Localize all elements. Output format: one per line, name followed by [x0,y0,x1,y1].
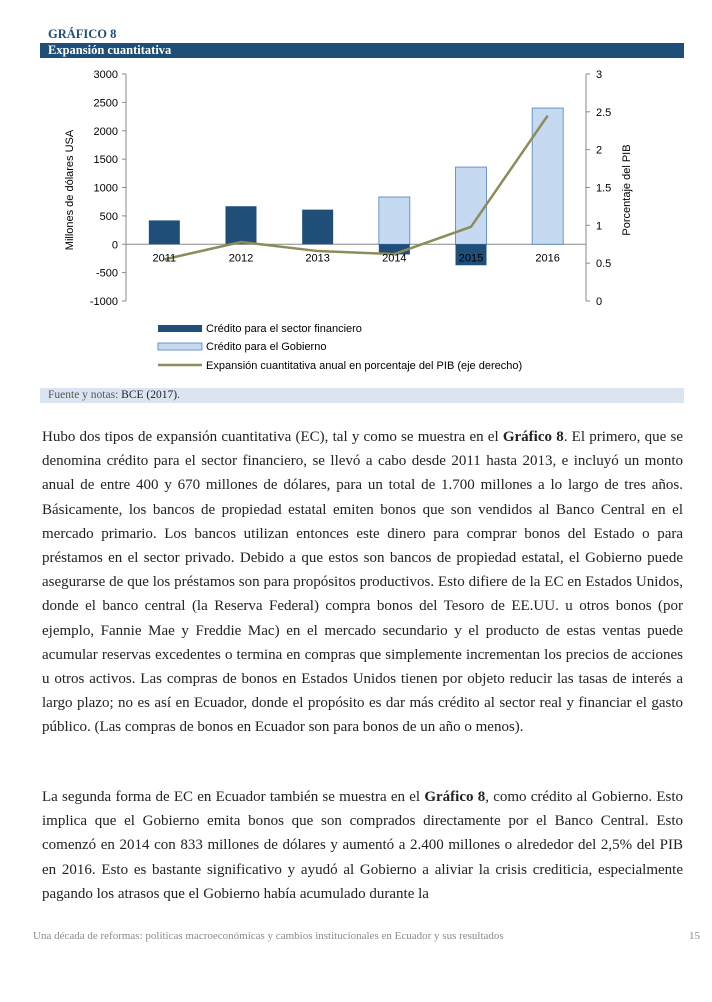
paragraph-1-part-2: . El primero, que se denomina crédito para el sector financiero, se llevó a cabo desde 2011 hasta 2013, e incluyó un monto anual de entre 400 y 670 millones de dólares, para un total de 1.700 millones a lo largo de tres años. Básicamente, los bancos de propiedad estatal emiten bonos que son vendidos al Banco Central en el mercado primario. Los bancos utilizan entonces este dinero para comprar bonos del Estado o para préstamos en el sector privado. Debido a que estos son bancos de propiedad estatal, el Gobierno puede asegurarse de que los préstamos son para propósitos productivos. Esto difiere de la EC en Estados Unidos, donde el banco central (la Reserva Federal) compra bonos del Tesoro de EE.UU. u otros bonos (por ejemplo, Fannie Mae y Freddie Mac) en el mercado secundario y el producto de estas ventas puede acumular reservas excedentes o termina en compras que simplemente incrementan los precios de acciones u otros activos. Las compras de bonos en Estados Unidos tienen por objeto reducir las tasas de interés a largo plazo; no es así en Ecuador, donde el propósito es dar más crédito al sector real y financiar el gasto público. (Las compras de bonos en Ecuador son para bonos de un año o menos). [42,429,683,736]
y-tick-label-right: 1 [596,220,603,233]
bar-government [456,167,487,244]
footer-text: Una década de reformas: políticas macroeconómicas y cambios institucionales en Ecuador y sus resultados [33,930,504,942]
y-tick-label-right: 2.5 [596,106,612,119]
x-tick-label: 2014 [382,252,407,265]
source-label: Fuente y notas: [48,389,119,401]
figure-label: GRÁFICO 8 [48,27,117,41]
x-tick-label: 2015 [458,252,484,265]
source-note [48,388,180,403]
bar-financial [149,220,180,244]
y-tick-label-right: 0.5 [596,258,612,271]
paragraph-2-part-1: La segunda forma de EC en Ecuador también se muestra en el [42,789,425,805]
axes-layer [122,74,590,301]
x-tick-label: 2016 [535,252,560,265]
page-footer [33,930,700,942]
y-tick-label-left: 0 [111,239,118,252]
legend-label-government: Crédito para el Gobierno [206,341,327,353]
paragraph-2-part-2: , como crédito al Gobierno. Esto implica que el Gobierno emita bonos que son comprados directamente por el Banco Central. Esto comenzó en 2014 con 833 millones de dólares y aumentó a 2.400 millones o alrededor del 2,5% del PIB en 2016. Esto es bastante significativo y ayudó al Gobierno a aliviar la crisis crediticia, especialmente pagando los atrasos que el Gobierno había acumulado durante la [42,789,683,902]
bar-financial [302,210,333,245]
bar-financial [226,206,257,244]
y-tick-label-left: 2000 [93,125,118,138]
y-tick-label-right: 3 [596,69,603,81]
figure-title: Expansión cuantitativa [48,43,172,57]
y-tick-label-left: 3000 [93,69,118,81]
source-value: BCE (2017). [121,389,180,401]
legend-swatch-financial [158,325,202,332]
legend-swatch-government [158,343,202,350]
y-tick-label-left: -1000 [89,296,118,308]
paragraph-1-figure-ref: Gráfico 8 [502,429,564,445]
source-bar [40,388,684,403]
x-tick-label: 2011 [152,252,177,265]
x-tick-label: 2013 [305,252,330,265]
y-tick-label-left: 1500 [93,154,118,167]
y-tick-label-left: 2500 [93,97,118,110]
bar-government [379,197,410,244]
bars-layer [149,108,563,265]
chart-legend [158,323,522,372]
paragraph-2 [42,785,683,906]
bar-government [532,108,563,244]
line-layer [164,116,547,260]
paragraph-1 [42,425,683,740]
legend-label-financial: Crédito para el sector financiero [206,323,362,335]
y-tick-label-left: -500 [95,267,118,280]
y-tick-label-right: 0 [596,296,603,308]
line-qe-pib [164,116,547,260]
qe-chart [40,60,684,382]
y-axis-label-right: Porcentaje del PIB [621,144,633,236]
page-number: 15 [689,930,700,942]
figure-title-bar [40,43,684,58]
y-tick-label-left: 1000 [93,182,118,195]
x-tick-label: 2012 [228,252,254,265]
y-axis-label-left: Millones de dólares USA [64,129,76,251]
y-tick-label-left: 500 [99,210,118,223]
legend-label-line: Expansión cuantitativa anual en porcentaje del PIB (eje derecho) [206,360,523,372]
y-tick-label-right: 1.5 [596,182,612,195]
y-tick-label-right: 2 [596,144,603,157]
paragraph-2-figure-ref: Gráfico 8 [424,789,486,805]
paragraph-1-part-1: Hubo dos tipos de expansión cuantitativa (EC), tal y como se muestra en el [42,429,503,445]
